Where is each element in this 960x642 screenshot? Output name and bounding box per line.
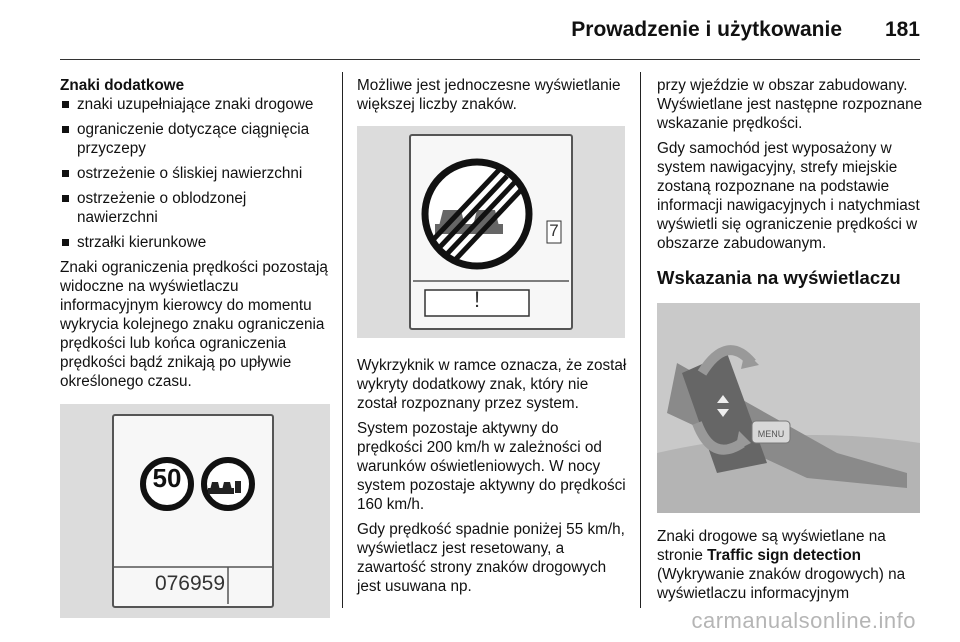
page-title: Prowadzenie i użytkowanie	[571, 18, 842, 41]
menu-page-name: Traffic sign detection	[707, 547, 862, 564]
figure-caption	[657, 527, 927, 603]
turn-signal-stalk-figure	[657, 303, 920, 513]
section-subheading: Znaki dodatkowe	[60, 77, 185, 94]
list-item: ograniczenie dotyczące ciągnięcia przyczepy	[60, 120, 330, 158]
no-overtaking-sign-icon	[204, 460, 252, 508]
body-paragraph: Gdy prędkość spadnie poniżej 55 km/h, wyświetlacz jest resetowany, a zawartość strony znaków drogowych jest usuwana np.	[357, 521, 625, 595]
column-3	[657, 76, 927, 603]
turn-signal-stalk-illustration	[657, 303, 920, 513]
caption-text: (Wykrywanie znaków drogowych) na wyświetlaczu informacyjnym	[657, 566, 906, 602]
body-paragraph: Możliwe jest jednoczesne wyświetlanie większej liczby znaków.	[357, 77, 621, 113]
column-2	[357, 76, 627, 602]
speed-value: 50	[152, 463, 182, 493]
column-divider	[640, 72, 641, 608]
sign-number: 7	[549, 221, 559, 240]
column-1	[60, 76, 330, 618]
page-header	[0, 0, 960, 64]
section-heading: Wskazania na wyświetlaczu	[657, 267, 901, 288]
page-number: 181	[884, 18, 920, 41]
menu-button-label: MENU	[757, 429, 785, 439]
list-item: ostrzeżenie o oblodzonej nawierzchni	[60, 189, 330, 227]
body-paragraph: Wykrzyknik w ramce oznacza, że został wykryty dodatkowy znak, który nie został rozpoznany przez system.	[357, 357, 627, 412]
column-divider	[342, 72, 343, 608]
speed-sign-figure	[60, 404, 330, 618]
list-item: ostrzeżenie o śliskiej nawierzchni	[60, 164, 330, 183]
unrecognized-sign-marker: !	[473, 287, 481, 312]
caption-text: Znaki drogowe są wyświetlane na stronie	[657, 528, 886, 564]
sign-counter: 076959	[154, 572, 226, 595]
body-paragraph: przy wjeździe w obszar zabudowany. Wyświetlane jest następne rozpoznane wskazanie prędkości.	[657, 77, 923, 132]
body-paragraph: System pozostaje aktywny do prędkości 200 km/h w zależności od warunków oświetleniowych. W nocy system pozostaje aktywny do prędkości 160 km/h.	[357, 420, 626, 513]
list-item: znaki uzupełniające znaki drogowe	[60, 95, 330, 114]
header-divider	[60, 59, 920, 60]
body-paragraph: Gdy samochód jest wyposażony w system nawigacyjny, strefy miejskie zostaną rozpoznane na podstawie informacji nawigacyjnych i natychmiast wyświetli się ograniczenie prędkości w obszarze zabudowanym.	[657, 140, 920, 252]
end-of-restriction-figure	[357, 126, 625, 338]
list-item: strzałki kierunkowe	[60, 233, 330, 252]
watermark: carmanualsonline.info	[691, 608, 916, 633]
bullet-list	[60, 95, 330, 252]
body-paragraph: Znaki ograniczenia prędkości pozostają widoczne na wyświetlaczu informacyjnym kierowcy do momentu wykrycia kolejnego znaku ograniczenia prędkości lub końca ograniczenia prędkości bądź znikają po upływie określonego czasu.	[60, 259, 328, 390]
